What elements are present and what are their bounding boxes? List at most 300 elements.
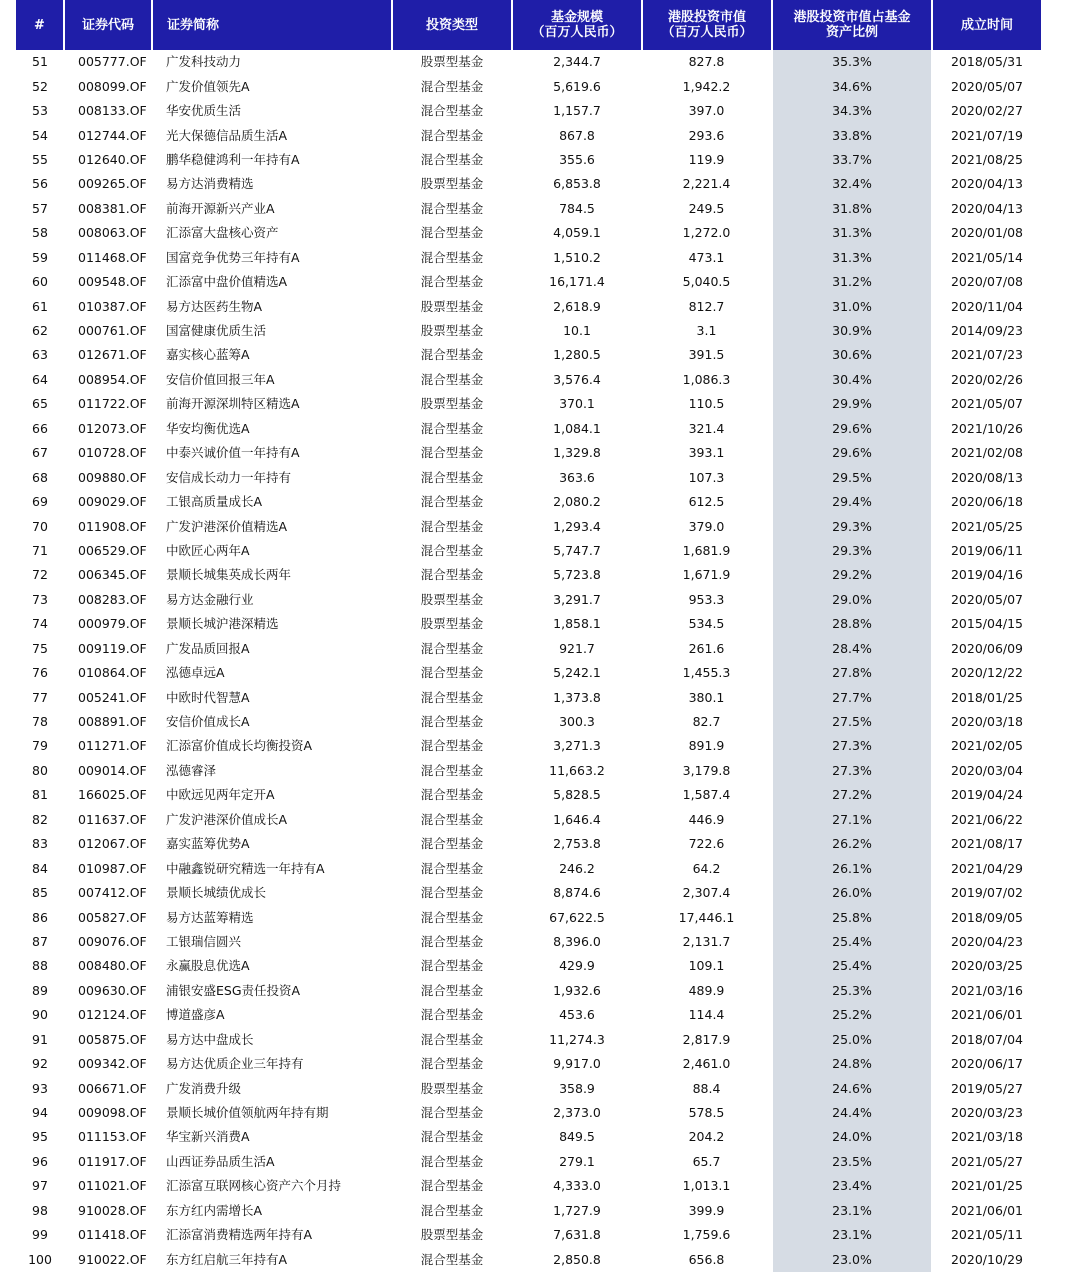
cell-index: 90 (32, 1007, 48, 1023)
cell-name: 安信成长动力一年持有 (166, 469, 292, 485)
table-header (16, 0, 1041, 50)
cell-index: 72 (32, 567, 48, 583)
cell-name: 广发科技动力 (166, 54, 242, 70)
cell-name: 永赢股息优选A (166, 958, 250, 974)
table-row (16, 881, 1041, 905)
cell-index: 96 (32, 1153, 48, 1169)
table-row (16, 490, 1041, 514)
header-fund-scale: 基金规模 （百万人民币） (512, 0, 642, 50)
cell-hk-ratio: 31.3% (772, 246, 932, 270)
cell-name: 华安均衡优选A (166, 420, 250, 436)
cell-code: 005875.OF (78, 1031, 147, 1047)
cell-name: 易方达蓝筹精选 (166, 909, 254, 925)
cell-code: 006529.OF (78, 542, 147, 558)
cell-type: 混合型基金 (420, 469, 484, 485)
cell-code: 008133.OF (78, 103, 147, 119)
cell-index: 63 (32, 347, 48, 363)
cell-name: 易方达医药生物A (166, 298, 263, 314)
cell-inception-date: 2020/03/18 (950, 714, 1024, 730)
cell-inception-date: 2020/08/13 (950, 469, 1024, 485)
cell-type: 混合型基金 (420, 1105, 484, 1121)
cell-name: 光大保德信品质生活A (166, 127, 288, 143)
cell-name: 东方红内需增长A (166, 1202, 263, 1218)
cell-name: 中欧时代智慧A (166, 689, 250, 705)
cell-name: 安信价值成长A (166, 714, 250, 730)
cell-code: 011917.OF (78, 1153, 147, 1169)
table-row (16, 588, 1041, 612)
cell-fund-scale: 1,858.1 (553, 616, 601, 632)
cell-hk-value: 1,587.4 (682, 787, 731, 803)
cell-name: 华安优质生活 (166, 103, 242, 119)
cell-code: 012671.OF (78, 347, 147, 363)
cell-index: 94 (32, 1105, 48, 1121)
table-row (16, 392, 1041, 416)
cell-type: 股票型基金 (420, 591, 484, 607)
cell-name: 东方红启航三年持有A (166, 1251, 288, 1267)
cell-fund-scale: 363.6 (559, 469, 595, 485)
header-name: 证券简称 (152, 0, 392, 50)
cell-code: 009548.OF (78, 274, 147, 290)
cell-code: 012073.OF (78, 420, 147, 436)
cell-hk-ratio: 28.8% (772, 612, 932, 636)
fund-table (16, 0, 1041, 1272)
cell-name: 易方达中盘成长 (166, 1031, 254, 1047)
cell-inception-date: 2021/03/18 (950, 1129, 1024, 1145)
table-row (16, 685, 1041, 709)
cell-type: 混合型基金 (420, 567, 484, 583)
cell-type: 混合型基金 (420, 836, 484, 852)
cell-hk-ratio: 24.4% (772, 1101, 932, 1125)
cell-fund-scale: 2,850.8 (553, 1251, 601, 1267)
cell-fund-scale: 7,631.8 (553, 1227, 601, 1243)
cell-hk-ratio: 27.1% (772, 808, 932, 832)
table-row (16, 759, 1041, 783)
cell-hk-ratio: 29.3% (772, 514, 932, 538)
table-row (16, 1003, 1041, 1027)
cell-inception-date: 2020/11/04 (950, 298, 1024, 314)
cell-fund-scale: 453.6 (559, 1007, 595, 1023)
cell-index: 93 (32, 1080, 48, 1096)
cell-hk-ratio: 27.2% (772, 783, 932, 807)
cell-hk-ratio: 23.1% (772, 1199, 932, 1223)
cell-type: 混合型基金 (420, 249, 484, 265)
cell-fund-scale: 429.9 (559, 958, 595, 974)
cell-fund-scale: 4,059.1 (553, 225, 601, 241)
cell-code: 010987.OF (78, 860, 147, 876)
cell-name: 汇添富消费精选两年持有A (166, 1227, 313, 1243)
cell-inception-date: 2018/09/05 (950, 909, 1024, 925)
cell-hk-value: 2,461.0 (682, 1056, 731, 1072)
cell-name: 中欧远见两年定开A (166, 787, 275, 803)
table-row (16, 710, 1041, 734)
cell-type: 混合型基金 (420, 371, 484, 387)
cell-hk-ratio: 24.8% (772, 1052, 932, 1076)
cell-type: 混合型基金 (420, 958, 484, 974)
cell-type: 混合型基金 (420, 665, 484, 681)
cell-index: 64 (32, 371, 48, 387)
cell-hk-ratio: 31.8% (772, 197, 932, 221)
cell-name: 博道盛彦A (166, 1007, 225, 1023)
header-hk-ratio: 港股投资市值占基金 资产比例 (772, 0, 932, 50)
cell-index: 71 (32, 542, 48, 558)
cell-hk-value: 1,455.3 (682, 665, 731, 681)
cell-inception-date: 2020/06/18 (950, 494, 1024, 510)
cell-code: 009029.OF (78, 494, 147, 510)
cell-fund-scale: 921.7 (559, 640, 595, 656)
cell-fund-scale: 9,917.0 (553, 1056, 601, 1072)
cell-fund-scale: 1,293.4 (553, 518, 601, 534)
cell-code: 009342.OF (78, 1056, 147, 1072)
cell-hk-value: 1,671.9 (682, 567, 731, 583)
cell-inception-date: 2021/03/16 (950, 982, 1024, 998)
cell-inception-date: 2021/02/05 (950, 738, 1024, 754)
cell-fund-scale: 4,333.0 (553, 1178, 601, 1194)
cell-index: 95 (32, 1129, 48, 1145)
cell-code: 009076.OF (78, 933, 147, 949)
cell-hk-value: 5,040.5 (682, 274, 731, 290)
cell-code: 011021.OF (78, 1178, 147, 1194)
cell-type: 混合型基金 (420, 445, 484, 461)
cell-type: 混合型基金 (420, 885, 484, 901)
cell-hk-value: 3,179.8 (682, 762, 731, 778)
table-row (16, 221, 1041, 245)
cell-name: 景顺长城价值领航两年持有期 (166, 1105, 329, 1121)
cell-code: 009119.OF (78, 640, 147, 656)
table-row (16, 1150, 1041, 1174)
cell-inception-date: 2021/05/11 (950, 1227, 1024, 1243)
cell-hk-value: 399.9 (688, 1202, 725, 1218)
cell-code: 005241.OF (78, 689, 147, 705)
cell-inception-date: 2020/04/13 (950, 200, 1024, 216)
cell-type: 混合型基金 (420, 1129, 484, 1145)
cell-index: 76 (32, 665, 48, 681)
cell-inception-date: 2021/05/07 (950, 396, 1024, 412)
cell-name: 广发沪港深价值成长A (166, 811, 288, 827)
cell-name: 易方达消费精选 (166, 176, 254, 192)
cell-fund-scale: 2,080.2 (553, 494, 601, 510)
cell-hk-ratio: 27.3% (772, 759, 932, 783)
cell-type: 混合型基金 (420, 1153, 484, 1169)
cell-code: 010864.OF (78, 665, 147, 681)
table-row (16, 856, 1041, 880)
cell-index: 60 (32, 274, 48, 290)
cell-inception-date: 2021/07/19 (950, 127, 1024, 143)
cell-index: 55 (32, 151, 48, 167)
cell-inception-date: 2021/05/25 (950, 518, 1024, 534)
cell-hk-ratio: 30.6% (772, 343, 932, 367)
cell-code: 006671.OF (78, 1080, 147, 1096)
cell-hk-ratio: 23.4% (772, 1174, 932, 1198)
cell-name: 鹏华稳健鸿利一年持有A (166, 151, 300, 167)
cell-inception-date: 2021/01/25 (950, 1178, 1024, 1194)
table-row (16, 246, 1041, 270)
table-row (16, 808, 1041, 832)
cell-inception-date: 2018/01/25 (950, 689, 1024, 705)
cell-fund-scale: 355.6 (559, 151, 595, 167)
cell-fund-scale: 1,727.9 (553, 1202, 601, 1218)
header-hk-value: 港股投资市值 （百万人民币） (642, 0, 772, 50)
cell-fund-scale: 1,510.2 (553, 249, 601, 265)
cell-hk-ratio: 26.1% (772, 856, 932, 880)
cell-index: 61 (32, 298, 48, 314)
cell-fund-scale: 2,344.7 (553, 54, 601, 70)
cell-name: 国富健康优质生活 (166, 323, 267, 339)
cell-type: 股票型基金 (420, 396, 484, 412)
cell-index: 57 (32, 200, 48, 216)
cell-hk-value: 578.5 (688, 1105, 725, 1121)
cell-type: 混合型基金 (420, 811, 484, 827)
table-row (16, 539, 1041, 563)
cell-type: 混合型基金 (420, 1031, 484, 1047)
cell-type: 股票型基金 (420, 54, 484, 70)
cell-hk-value: 473.1 (688, 249, 725, 265)
cell-hk-value: 397.0 (688, 103, 725, 119)
cell-inception-date: 2020/06/17 (950, 1056, 1024, 1072)
cell-hk-value: 1,759.6 (682, 1227, 731, 1243)
cell-index: 75 (32, 640, 48, 656)
cell-name: 工银瑞信圆兴 (166, 933, 242, 949)
cell-inception-date: 2021/05/27 (950, 1153, 1024, 1169)
cell-name: 工银高质量成长A (166, 494, 263, 510)
cell-type: 混合型基金 (420, 787, 484, 803)
cell-hk-value: 261.6 (688, 640, 725, 656)
table-row (16, 441, 1041, 465)
cell-code: 008480.OF (78, 958, 147, 974)
cell-code: 011722.OF (78, 396, 147, 412)
cell-type: 混合型基金 (420, 982, 484, 998)
cell-hk-value: 812.7 (688, 298, 725, 314)
table-row (16, 123, 1041, 147)
cell-hk-value: 489.9 (688, 982, 725, 998)
cell-fund-scale: 3,576.4 (553, 371, 601, 387)
cell-name: 中欧匠心两年A (166, 542, 250, 558)
cell-inception-date: 2020/01/08 (950, 225, 1024, 241)
cell-code: 011637.OF (78, 811, 147, 827)
cell-type: 股票型基金 (420, 1080, 484, 1096)
cell-fund-scale: 8,396.0 (553, 933, 601, 949)
table-row (16, 343, 1041, 367)
cell-type: 混合型基金 (420, 762, 484, 778)
cell-index: 67 (32, 445, 48, 461)
cell-fund-scale: 246.2 (559, 860, 595, 876)
cell-name: 广发沪港深价值精选A (166, 518, 288, 534)
table-row (16, 1174, 1041, 1198)
cell-type: 混合型基金 (420, 1007, 484, 1023)
cell-hk-ratio: 29.2% (772, 563, 932, 587)
cell-hk-ratio: 25.8% (772, 905, 932, 929)
cell-index: 92 (32, 1056, 48, 1072)
cell-inception-date: 2019/04/24 (950, 787, 1024, 803)
cell-type: 混合型基金 (420, 274, 484, 290)
cell-code: 011908.OF (78, 518, 147, 534)
cell-fund-scale: 5,619.6 (553, 78, 601, 94)
cell-hk-value: 204.2 (688, 1129, 725, 1145)
cell-fund-scale: 5,242.1 (553, 665, 601, 681)
cell-index: 83 (32, 836, 48, 852)
cell-index: 98 (32, 1202, 48, 1218)
table-row (16, 294, 1041, 318)
cell-hk-value: 391.5 (688, 347, 725, 363)
cell-hk-ratio: 23.0% (772, 1247, 932, 1271)
cell-hk-ratio: 29.5% (772, 465, 932, 489)
cell-fund-scale: 11,274.3 (549, 1031, 605, 1047)
cell-index: 74 (32, 616, 48, 632)
cell-code: 008381.OF (78, 200, 147, 216)
cell-fund-scale: 67,622.5 (549, 909, 605, 925)
header-code: 证券代码 (64, 0, 152, 50)
cell-code: 009098.OF (78, 1105, 147, 1121)
table-row (16, 783, 1041, 807)
cell-hk-ratio: 27.8% (772, 661, 932, 685)
cell-inception-date: 2020/07/08 (950, 274, 1024, 290)
table-row (16, 1199, 1041, 1223)
cell-index: 52 (32, 78, 48, 94)
cell-type: 股票型基金 (420, 323, 484, 339)
cell-code: 012067.OF (78, 836, 147, 852)
cell-index: 58 (32, 225, 48, 241)
header-type: 投资类型 (392, 0, 512, 50)
cell-name: 华宝新兴消费A (166, 1129, 250, 1145)
cell-fund-scale: 1,280.5 (553, 347, 601, 363)
table-body (16, 50, 1041, 1272)
table-row (16, 905, 1041, 929)
table-row (16, 148, 1041, 172)
header-index: # (16, 0, 64, 50)
cell-inception-date: 2021/02/08 (950, 445, 1024, 461)
cell-name: 景顺长城沪港深精选 (166, 616, 279, 632)
cell-hk-value: 1,681.9 (682, 542, 731, 558)
cell-hk-value: 722.6 (688, 836, 725, 852)
cell-code: 000761.OF (78, 323, 147, 339)
cell-hk-value: 2,817.9 (682, 1031, 731, 1047)
cell-inception-date: 2021/06/01 (950, 1202, 1024, 1218)
cell-index: 65 (32, 396, 48, 412)
cell-hk-ratio: 34.3% (772, 99, 932, 123)
table-row (16, 930, 1041, 954)
cell-fund-scale: 1,646.4 (553, 811, 601, 827)
cell-type: 混合型基金 (420, 420, 484, 436)
table-row (16, 197, 1041, 221)
cell-index: 80 (32, 762, 48, 778)
cell-code: 009265.OF (78, 176, 147, 192)
table-row (16, 1125, 1041, 1149)
cell-index: 81 (32, 787, 48, 803)
cell-name: 安信价值回报三年A (166, 371, 275, 387)
cell-hk-ratio: 29.3% (772, 539, 932, 563)
cell-hk-value: 379.0 (688, 518, 725, 534)
cell-type: 混合型基金 (420, 347, 484, 363)
cell-inception-date: 2021/08/17 (950, 836, 1024, 852)
cell-type: 混合型基金 (420, 909, 484, 925)
cell-name: 广发品质回报A (166, 640, 250, 656)
cell-hk-value: 119.9 (688, 151, 725, 167)
cell-hk-value: 953.3 (688, 591, 725, 607)
cell-index: 84 (32, 860, 48, 876)
table-row (16, 954, 1041, 978)
cell-inception-date: 2020/05/07 (950, 78, 1024, 94)
cell-hk-value: 1,013.1 (682, 1178, 731, 1194)
cell-type: 混合型基金 (420, 738, 484, 754)
cell-code: 011271.OF (78, 738, 147, 754)
table-row (16, 1052, 1041, 1076)
cell-fund-scale: 784.5 (559, 200, 595, 216)
table-row (16, 661, 1041, 685)
table-row (16, 563, 1041, 587)
cell-name: 景顺长城绩优成长 (166, 885, 267, 901)
cell-hk-ratio: 29.4% (772, 490, 932, 514)
table-row (16, 465, 1041, 489)
cell-index: 91 (32, 1031, 48, 1047)
cell-index: 69 (32, 494, 48, 510)
cell-inception-date: 2020/12/22 (950, 665, 1024, 681)
cell-hk-value: 380.1 (688, 689, 725, 705)
cell-inception-date: 2021/10/26 (950, 420, 1024, 436)
cell-index: 77 (32, 689, 48, 705)
cell-hk-ratio: 25.3% (772, 979, 932, 1003)
cell-hk-ratio: 25.0% (772, 1028, 932, 1052)
cell-inception-date: 2021/04/29 (950, 860, 1024, 876)
cell-type: 混合型基金 (420, 689, 484, 705)
cell-inception-date: 2019/06/11 (950, 542, 1024, 558)
cell-index: 56 (32, 176, 48, 192)
cell-fund-scale: 279.1 (559, 1153, 595, 1169)
table-row (16, 50, 1041, 74)
cell-name: 广发消费升级 (166, 1080, 242, 1096)
cell-code: 166025.OF (78, 787, 147, 803)
cell-code: 005777.OF (78, 54, 147, 70)
cell-code: 008954.OF (78, 371, 147, 387)
table-row (16, 319, 1041, 343)
cell-index: 62 (32, 323, 48, 339)
cell-type: 混合型基金 (420, 103, 484, 119)
cell-hk-ratio: 30.4% (772, 368, 932, 392)
cell-type: 混合型基金 (420, 518, 484, 534)
cell-hk-ratio: 25.4% (772, 930, 932, 954)
cell-fund-scale: 5,747.7 (553, 542, 601, 558)
cell-code: 011418.OF (78, 1227, 147, 1243)
cell-inception-date: 2021/06/01 (950, 1007, 1024, 1023)
cell-hk-ratio: 27.7% (772, 685, 932, 709)
cell-fund-scale: 849.5 (559, 1129, 595, 1145)
cell-hk-value: 65.7 (692, 1153, 721, 1169)
cell-fund-scale: 16,171.4 (549, 274, 605, 290)
table-row (16, 734, 1041, 758)
cell-hk-ratio: 31.0% (772, 294, 932, 318)
cell-hk-ratio: 26.0% (772, 881, 932, 905)
cell-code: 000979.OF (78, 616, 147, 632)
cell-code: 012640.OF (78, 151, 147, 167)
cell-index: 82 (32, 811, 48, 827)
cell-fund-scale: 1,084.1 (553, 420, 601, 436)
cell-fund-scale: 10.1 (563, 323, 591, 339)
cell-hk-value: 891.9 (688, 738, 725, 754)
cell-hk-value: 1,086.3 (682, 371, 731, 387)
cell-hk-value: 249.5 (688, 200, 725, 216)
cell-name: 汇添富中盘价值精选A (166, 274, 288, 290)
cell-inception-date: 2014/09/23 (950, 323, 1024, 339)
cell-hk-ratio: 32.4% (772, 172, 932, 196)
cell-inception-date: 2018/07/04 (950, 1031, 1024, 1047)
cell-type: 混合型基金 (420, 127, 484, 143)
cell-inception-date: 2020/10/29 (950, 1251, 1024, 1267)
cell-code: 011153.OF (78, 1129, 147, 1145)
cell-hk-ratio: 35.3% (772, 50, 932, 74)
cell-hk-ratio: 29.0% (772, 588, 932, 612)
cell-hk-value: 1,942.2 (682, 78, 731, 94)
table-row (16, 368, 1041, 392)
table-row (16, 637, 1041, 661)
cell-type: 混合型基金 (420, 933, 484, 949)
